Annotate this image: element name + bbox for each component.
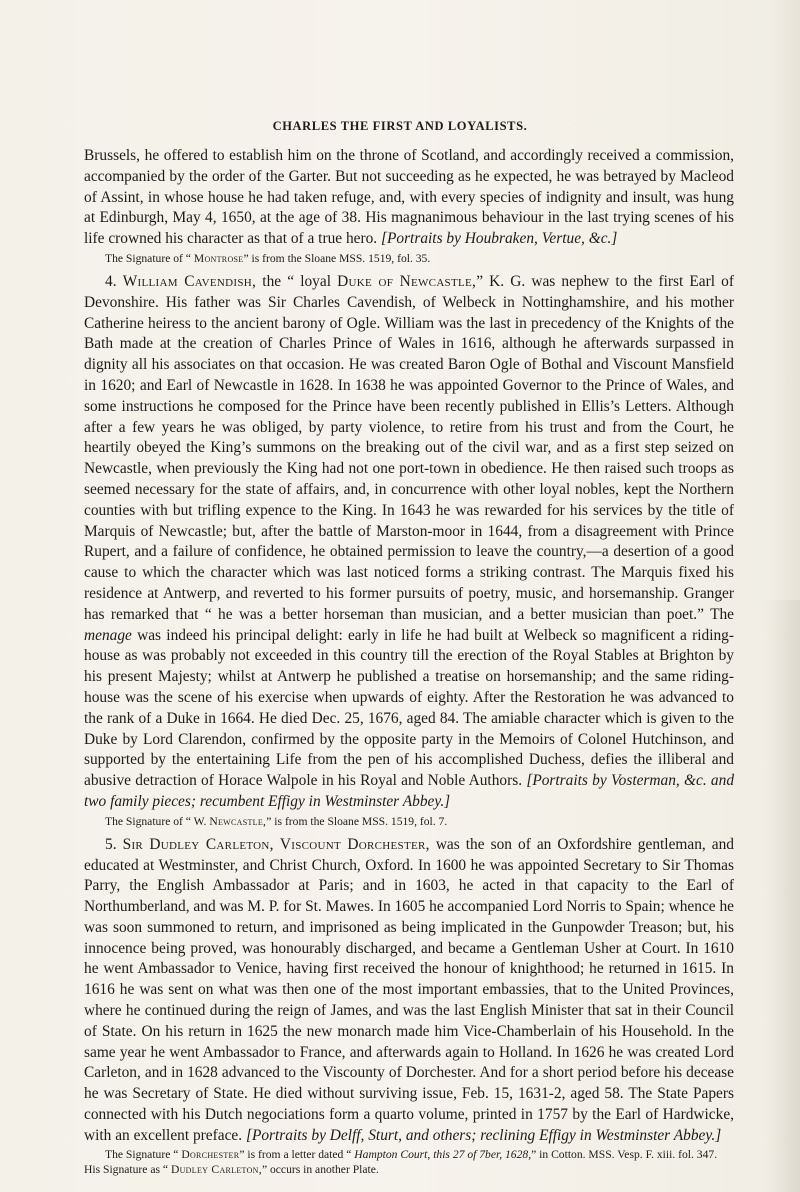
signature-note (84, 1147, 734, 1162)
signature-name: Dorchester (181, 1147, 240, 1161)
italic-word: menage (84, 626, 132, 644)
portraits-note: [Portraits by Delff, Sturt, and others; reclining Effigy in Westminster Abbey.] (245, 1126, 722, 1144)
running-header: CHARLES THE FIRST AND LOYALISTS. (272, 119, 528, 133)
paragraph-body: was indeed his principal delight: early in life he had built at Welbeck so magnificent a riding-house as was probably not exceeded in this country till the erection of the Royal Stables at Brighton by his present Majesty; whilst at Antwerp he published a treatise on horsemanship; and the same riding-house was the scene of his exercise when upwards of eighty. After the Restoration he was advanced to the rank of a Duke in 1664. He died Dec. 25, 1676, aged 84. The amiable character which is given to the Duke by Lord Clarendon, confirmed by the opposite party in the Memoirs of Colonel Hutchinson, and supported by the entertaining Life from the pen of his accomplished Duchess, defies the illiberal and abusive detraction of Horace Walpole in his Royal and Noble Authors. (84, 626, 734, 790)
signature-note (84, 814, 734, 829)
portraits-note: [Portraits by Houbraken, Vertue, &c.] (380, 230, 618, 248)
signature-source: ” in Cotton. MSS. Vesp. F. xiii. fol. 347. (531, 1147, 718, 1161)
entry-name: William Cavendish, (122, 272, 257, 290)
paragraph-body: Brussels, he offered to establish him on the throne of Scotland, and accordingly received a commission, accompanied by the order of the Garter. But not succeeding as he expected, he was betrayed by Macleod of Assint, in whose house he had taken refuge, and, with every species of indignity and insult, was hung at Edinburgh, May 4, 1650, at the age of 38. His magnanimous behaviour in the last trying scenes of his life crowned his character as that of a true hero. (84, 147, 734, 248)
signature-name: Newcastle, (209, 814, 267, 828)
signature-text: ” is from a letter dated “ (239, 1147, 355, 1161)
signature-note (84, 251, 734, 266)
signature-text: His Signature as “ (84, 1162, 171, 1176)
paragraph-body: ” K. G. was nephew to the first Earl of Devonshire. His father was Sir Charles Cavendish, of Welbeck in Nottinghamshire, and his mother Catherine heiress to the ancient barony of Ogle. William was the last in precedency of the Knights of the Bath made at the creation of Charles Prince of Wales in 1616, although he afterwards surpassed in dignity all his associates on that occasion. He was created Baron Ogle of Bothal and Viscount Mansfield in 1620; and Earl of Newcastle in 1628. In 1638 he was appointed Governor to the Prince of Wales, and some instructions he composed for the Prince have been recently published in Ellis’s Letters. Although after a few years he was obliged, by party violence, to retire from his trust and from the Court, he heartily obeyed the King’s summons on the breaking out of the civil war, and as a first step seized on Newcastle, when previously the King had not one port-town in obedience. He then raised such troops as seemed necessary for the state of affairs, and, in concurrence with other loyal nobles, kept the Northern counties with but trifling expence to the King. In 1643 he was rewarded for his services by the title of Marquis of Newcastle; but, after the battle of Marston-moor in 1644, from a disagreement with Prince Rupert, and a failure of confidence, he obtained permission to leave the country,—a desertion of a good cause to which the character which was last noticed forms a striking contrast. The Marquis fixed his residence at Antwerp, and reverted to his former pursuits of poetry, music, and horsemanship. Granger has remarked that “ he was a better horseman than musician, and a better musician than poet.” The (84, 272, 734, 623)
body-text (84, 146, 734, 1177)
entry-number: 5. (105, 835, 123, 853)
signature-text: The Signature of “ W. (105, 814, 210, 828)
page-edge-shadow (760, 600, 800, 1192)
letter-date: Hampton Court, this 27 of 7ber, 1628, (354, 1147, 532, 1161)
signature-note (84, 1162, 734, 1177)
entry-number: 4. (105, 272, 123, 290)
paragraph-body: the “ loyal (256, 272, 338, 290)
signature-source: ” occurs in another Plate. (261, 1162, 379, 1176)
entry-name: Sir Dudley Carleton, Viscount Dorchester, (122, 835, 430, 853)
signature-text: The Signature of “ (105, 251, 194, 265)
signature-name: Dudley Carleton, (170, 1162, 262, 1176)
paragraph-montrose (84, 146, 734, 250)
portraits-note: [Portraits by Vosterman, &c. and two family pieces; recumbent Effigy in Westminster Abbey.] (84, 772, 735, 810)
signature-source: ” is from the Sloane MSS. 1519, fol. 35. (243, 251, 431, 265)
signature-source: ” is from the Sloane MSS. 1519, fol. 7. (266, 814, 448, 828)
signature-name: Montrose (193, 251, 244, 265)
paragraph-newcastle (84, 272, 734, 813)
paragraph-dorchester (84, 835, 734, 1147)
paragraph-body: was the son of an Oxfordshire gentleman, and educated at Westminster, and Christ Church, Oxford. In 1600 he was appointed Secretary to Sir Thomas Parry, the English Ambassador at Paris; and in 1603, he acted in that capacity to the Earl of Northumberland, and was M. P. for St. Mawes. In 1605 he accompanied Lord Norris to Spain; whence he was soon summoned to return, and imprisoned as being implicated in the Gunpowder Treason; but, his innocence being proved, was honourably discharged, and became a Gentleman Usher at Court. In 1610 he went Ambassador to Venice, having first received the honour of knighthood; he returned in 1615. In 1616 he was sent on what was then one of the most important embassies, that to the United Provinces, where he continued during the reign of James, and was the last English Minister that sat in their Council of State. On his return in 1625 the new monarch made him Vice-Chamberlain of his Household. In the same year he went Ambassador to France, and afterwards again to Holland. In 1626 he was created Lord Carleton, and in 1628 advanced to the Viscounty of Dorchester. And for a short period before his decease he was Secretary of State. He died without surviving issue, Feb. 15, 1631-2, aged 58. The State Papers connected with his Dutch negociations form a quarto volume, printed in 1757 by the Earl of Hardwicke, with an excellent preface. (84, 835, 734, 1144)
signature-text: The Signature “ (105, 1147, 182, 1161)
entry-title: Duke of Newcastle, (337, 272, 477, 290)
